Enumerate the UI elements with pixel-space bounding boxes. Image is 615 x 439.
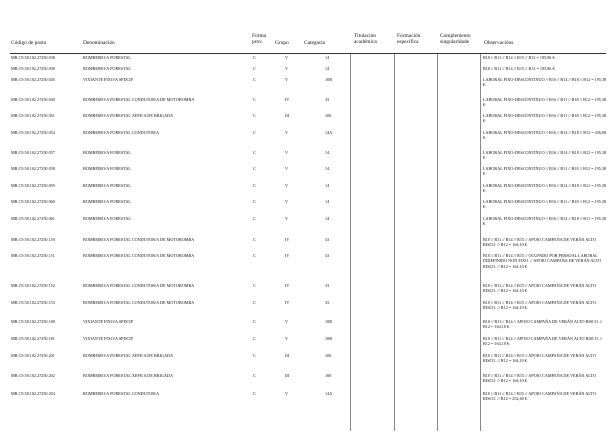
cell-forma: C <box>253 253 256 258</box>
cell-forma: C <box>253 130 256 135</box>
cell-observacions: B10 // B11 // B14 // B15 // APOIO CAMPAÑA DE VERÁN ALTO RISCO. // B12 = 164,10 €. <box>483 353 596 364</box>
cell-categoria: 14 <box>325 216 330 221</box>
cell-denominacion: BOMBEIRO/A FORESTAL <box>83 216 131 221</box>
cell-categoria: 106 <box>325 113 332 118</box>
cell-denominacion: VIXIANTE FIXO/A SPDCIF <box>83 77 134 82</box>
cell-codigo: MR.C9.58.102.27250.202 <box>11 373 55 378</box>
cell-codigo: MR.C9.58.102.27250.152 <box>11 283 55 288</box>
cell-categoria: 14 <box>325 150 330 155</box>
cell-codigo: MR.C9.58.102.27250.181 <box>11 336 55 341</box>
cell-observacions: LABORAL FIXO-DESCONTINUO // B16 // B14 // B18 // B12 = 195,38 €. <box>483 150 607 161</box>
cell-forma: C <box>253 97 256 102</box>
cell-observacions: B10 // B11 // B14 // APOIO CAMPAÑA DE VERÁN ALTO RISCO. // B12 = 164,10 €. <box>483 336 603 347</box>
cell-categoria: 33 <box>325 283 330 288</box>
cell-categoria: 14 <box>325 199 330 204</box>
cell-codigo: MR.C9.58.102.27250.049 <box>11 97 55 102</box>
cell-grupo: V <box>285 183 289 188</box>
cell-denominacion: BOMBEIRO/A FORESTAL XEFE/A DE BRIGADA <box>83 373 174 378</box>
header-titulacion: Titulación académica <box>354 33 377 45</box>
cell-forma: C <box>253 373 256 378</box>
cell-denominacion: VIXIANTE FIXO/A SPDCIF <box>83 336 134 341</box>
cell-denominacion: BOMBEIRO/A FORESTAL CONDUTOR/A DE MOTOBOMBA <box>83 97 195 102</box>
cell-denominacion: BOMBEIRO/A FORESTAL CONDUTOR/A <box>83 391 160 396</box>
cell-observacions: B10 // B11 // B14 // B15 // B12 = 195,86 €. <box>483 66 556 71</box>
cell-grupo: V <box>285 77 289 82</box>
cell-categoria: 10B <box>325 77 332 82</box>
header-codigo: Código de posto <box>11 40 47 46</box>
cell-denominacion: BOMBEIRO/A FORESTAL <box>83 183 131 188</box>
cell-grupo: IV <box>285 283 290 288</box>
cell-codigo: MR.C9.58.102.27250.057 <box>11 150 55 155</box>
cell-grupo: III <box>285 353 290 358</box>
column-divider <box>437 54 438 431</box>
cell-grupo: V <box>285 166 289 171</box>
cell-grupo: IV <box>285 97 290 102</box>
cell-codigo: MR.C9.58.102.27250.153 <box>11 300 55 305</box>
cell-forma: C <box>253 391 256 396</box>
cell-categoria: 14 <box>325 66 330 71</box>
cell-forma: C <box>253 183 256 188</box>
cell-observacions: B10 // B11 // B14 // B15 // APOIO CAMPAÑA DE VERÁN ALTO RISCO. // B12 = 252,60 €. <box>483 391 596 402</box>
cell-forma: C <box>253 150 256 155</box>
column-divider <box>394 54 395 431</box>
cell-observacions: LABORAL FIXO-DESCONTINUO // B16 // B11 // B18 // B12 = 195,38 €. <box>483 97 607 108</box>
cell-forma: C <box>253 113 256 118</box>
cell-codigo: MR.C9.58.102.27250.060 <box>11 199 55 204</box>
cell-forma: C <box>253 77 256 82</box>
header-grupo: Grupo <box>275 40 289 46</box>
cell-codigo: MR.C9.58.102.27250.045 <box>11 77 55 82</box>
cell-observacions: B10 // B11 // B14 // APOIO CAMPAÑA DE VERÁN ALTO RISCO. // B12 = 164,10 €. <box>483 319 603 330</box>
cell-forma: C <box>253 55 256 60</box>
cell-grupo: III <box>285 113 290 118</box>
cell-codigo: MR.C9.58.102.27250.151 <box>11 253 55 258</box>
cell-categoria: 106 <box>325 373 332 378</box>
cell-grupo: IV <box>285 253 290 258</box>
cell-observacions: LABORAL FIXO-DESCONTINUO // B16 // B11 // B18 // B12 = 195,38 €. <box>483 199 607 210</box>
cell-forma: C <box>253 166 256 171</box>
cell-codigo: MR.C9.58.102.27250.039 <box>11 66 55 71</box>
cell-grupo: V <box>285 319 289 324</box>
cell-codigo: MR.C9.58.102.27250.059 <box>11 183 55 188</box>
cell-grupo: V <box>285 130 289 135</box>
header-observacions: Observacións <box>484 40 514 46</box>
cell-codigo: MR.C9.58.102.27250.038 <box>11 55 55 60</box>
cell-forma: C <box>253 199 256 204</box>
cell-codigo: MR.C9.58.102.27250.201 <box>11 353 55 358</box>
cell-categoria: 14A <box>325 391 333 396</box>
cell-categoria: 14 <box>325 183 330 188</box>
cell-denominacion: BOMBEIRO/A FORESTAL <box>83 166 131 171</box>
cell-observacions: LABORAL FIXO-DESCONTINUO // B16 // B14 // B18 // B12 = 456,08 €. <box>483 130 607 141</box>
cell-denominacion: BOMBEIRO/A FORESTAL XEFE/A DE BRIGADA <box>83 353 174 358</box>
cell-categoria: 10B <box>325 319 332 324</box>
cell-denominacion: BOMBEIRO/A FORESTAL CONDUTOR/A DE MOTOBOMBA <box>83 253 195 258</box>
cell-forma: C <box>253 237 256 242</box>
header-formacion: Formación específica <box>397 33 421 45</box>
cell-grupo: V <box>285 150 289 155</box>
cell-denominacion: BOMBEIRO/A FORESTAL <box>83 55 131 60</box>
cell-codigo: MR.C9.58.102.27250.180 <box>11 319 55 324</box>
cell-grupo: V <box>285 391 289 396</box>
cell-observacions: LABORAL FIXO-DESCONTINUO // B16 // B14 // B18 // B11 = 195,38 €. <box>483 183 607 194</box>
cell-grupo: IV <box>285 300 290 305</box>
cell-denominacion: BOMBEIRO/A FORESTAL CONDUTOR/A DE MOTOBOMBA <box>83 283 195 288</box>
cell-grupo: III <box>285 373 290 378</box>
cell-observacions: LABORAL FIXO-DESCONTINUO // B16 // B11 // B18 // B12 = 195,38 €. <box>483 113 607 124</box>
column-divider <box>350 54 351 431</box>
cell-denominacion: VIXIANTE FIXO/A SPDCIF <box>83 319 134 324</box>
cell-forma: C <box>253 283 256 288</box>
cell-codigo: MR.C9.58.102.27250.061 <box>11 216 55 221</box>
cell-forma: C <box>253 336 256 341</box>
cell-denominacion: BOMBEIRO/A FORESTAL CONDUTOR/A DE MOTOBOMBA <box>83 300 195 305</box>
column-divider <box>480 54 481 431</box>
cell-categoria: 14 <box>325 55 330 60</box>
cell-forma: C <box>253 216 256 221</box>
cell-categoria: 33 <box>325 300 330 305</box>
cell-grupo: V <box>285 55 289 60</box>
cell-codigo: MR.C9.58.102.27250.054 <box>11 130 55 135</box>
cell-observacions: LABORAL FIXO-DESCONTINUO // B16 // B14 // B18 // B11 = 195,38 €. <box>483 216 607 227</box>
cell-categoria: 33 <box>325 253 330 258</box>
cell-codigo: MR.C9.58.102.27250.204 <box>11 391 55 396</box>
cell-codigo: MR.C9.58.102.27250.058 <box>11 166 55 171</box>
cell-categoria: 14A <box>325 130 333 135</box>
cell-grupo: V <box>285 66 289 71</box>
cell-forma: C <box>253 319 256 324</box>
cell-categoria: 14 <box>325 166 330 171</box>
header-rule <box>10 53 606 54</box>
header-complemento: Complemento singularidade <box>440 33 471 45</box>
cell-categoria: 106 <box>325 353 332 358</box>
header-denominacion: Denominación <box>83 40 115 46</box>
cell-denominacion: BOMBEIRO/A FORESTAL CONDUTOR/A DE MOTOBOMBA <box>83 237 195 242</box>
cell-denominacion: BOMBEIRO/A FORESTAL <box>83 150 131 155</box>
cell-forma: C <box>253 353 256 358</box>
cell-observacions: LABORAL FIXO-DESCONTINUO // B16 // B14 // B18 // B12 = 195,38 €. <box>483 77 607 88</box>
cell-observacions: B10 // B11 // B14 // B15 // APOIO CAMPAÑA DE VERÁN ALTO RISCO. // B12 = 164,10 €. <box>483 373 596 384</box>
cell-forma: C <box>253 66 256 71</box>
cell-grupo: V <box>285 216 289 221</box>
cell-denominacion: BOMBEIRO/A FORESTAL <box>83 66 131 71</box>
cell-denominacion: BOMBEIRO/A FORESTAL XEFE/A DE BRIGADA <box>83 113 174 118</box>
cell-observacions: B10 // B11 // B14 // B15 // APOIO CAMPAÑA DE VERÁN ALTO RISCO. // B12 = 164,10 €. <box>483 283 596 294</box>
cell-observacions: B10 // B11 // B14 // B15 // B12 = 195,86 €. <box>483 55 556 60</box>
cell-observacions: B10 // B11 // B14 // B15 // APOIO CAMPAÑA DE VERÁN ALTO RISCO. // B12 = 164,10 €. <box>483 300 596 311</box>
header-categoria: Categoría <box>304 40 325 46</box>
cell-categoria: 33 <box>325 237 330 242</box>
cell-grupo: V <box>285 336 289 341</box>
cell-codigo: MR.C9.58.102.27250.150 <box>11 237 55 242</box>
cell-observacions: B10 // B11 // B14 // B15 // APOIO CAMPAÑA DE VERÁN ALTO RISCO. // B12 = 164,10 €. <box>483 237 596 248</box>
cell-categoria: 33 <box>325 97 330 102</box>
cell-denominacion: BOMBEIRO/A FORESTAL CONDUTOR/A <box>83 130 160 135</box>
cell-observacions: B10 // B11 // B14 // B15 // OCUPADO POR PERSOAL LABORAL INDEFINIDO NON FIXO. // APOIO CAMPAÑA DE VERÁN ALTO RISCO. // B12 = 164,10 €. <box>483 253 602 269</box>
cell-categoria: 10B <box>325 336 332 341</box>
cell-grupo: V <box>285 199 289 204</box>
cell-codigo: MR.C9.58.102.27250.051 <box>11 113 55 118</box>
cell-grupo: IV <box>285 237 290 242</box>
cell-denominacion: BOMBEIRO/A FORESTAL <box>83 199 131 204</box>
cell-observacions: LABORAL FIXO-DESCONTINUO // B16 // B11 // B18 // B12 = 195,38 €. <box>483 166 607 177</box>
header-forma-provision: Forma prov. <box>252 33 267 45</box>
cell-forma: C <box>253 300 256 305</box>
